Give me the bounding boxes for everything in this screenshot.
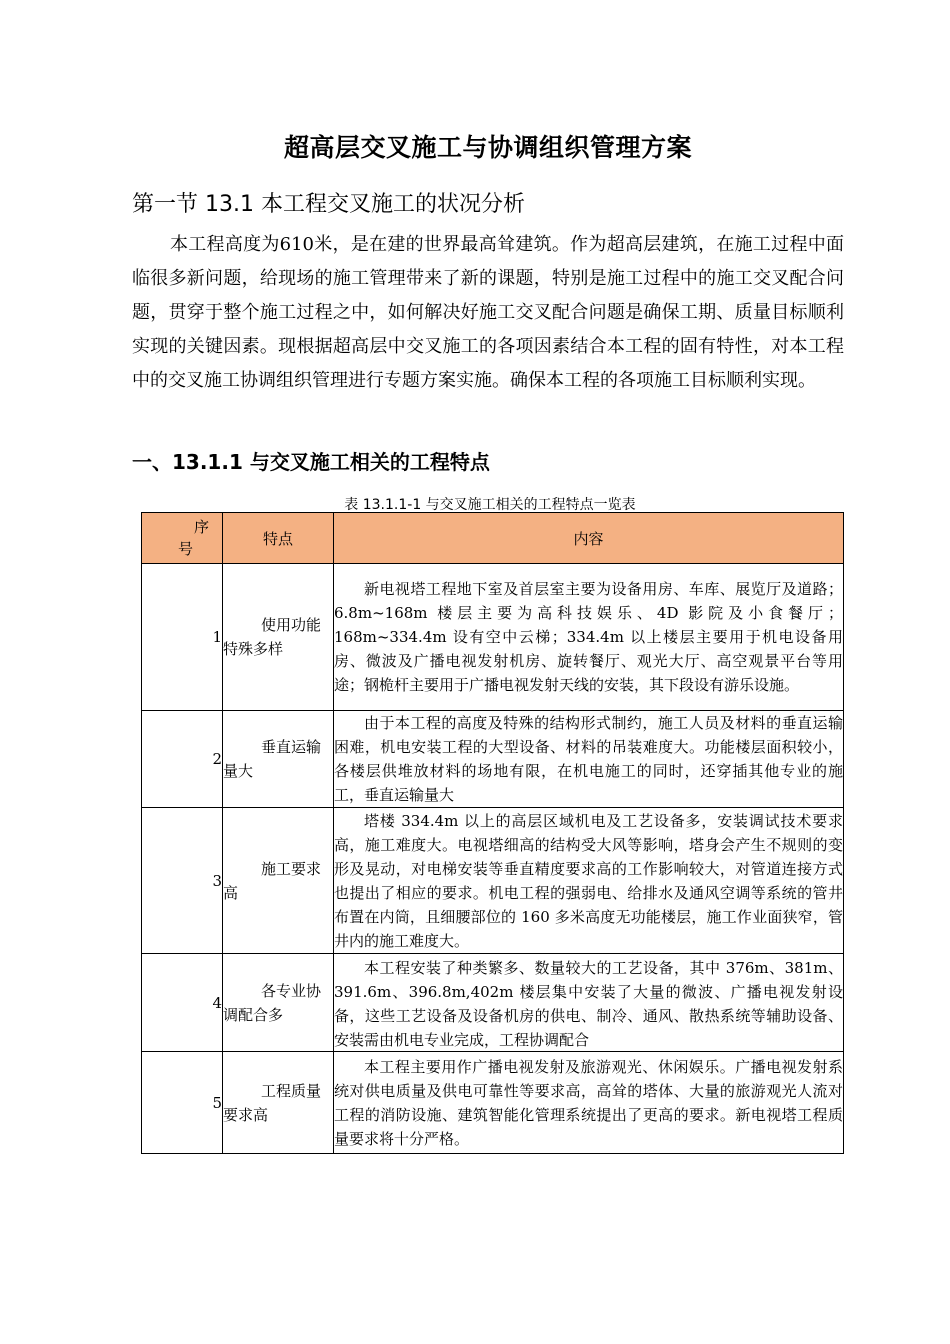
row-feature: 使用功能特殊多样 xyxy=(223,564,334,711)
header-no xyxy=(142,513,223,564)
table-header-row xyxy=(142,513,844,564)
header-no-line1: 序 xyxy=(194,518,210,536)
row-feature: 垂直运输量大 xyxy=(223,711,334,808)
body-paragraph: 本工程高度为610米，是在建的世界最高耸建筑。作为超高层建筑，在施工过程中面临很多新问题，给现场的施工管理带来了新的课题，特别是施工过程中的施工交叉配合问题，贯穿于整个施工过程之中，如何解决好施工交叉配合问题是确保工期、质量目标顺利实现的关键因素。现根据超高层中交叉施工的各项因素结合本工程的固有特性，对本工程中的交叉施工协调组织管理进行专题方案实施。确保本工程的各项施工目标顺利实现。 xyxy=(132,234,844,391)
row-number: 4 xyxy=(142,954,223,1052)
row-feature: 施工要求高 xyxy=(223,808,334,954)
row-content: 新电视塔工程地下室及首层室主要为设备用房、车库、展览厅及道路；6.8m~168m 楼层主要为高科技娱乐、4D 影院及小食餐厅；168m~334.4m 设有空中云梯；334.4m 以上楼层主要用于机电设备用房、微波及广播电视发射机房、旋转餐厅、观光大厅、高空观景平台等用途；钢桅杆主要用于广播电视发射天线的安装，其下段设有游乐设施。 xyxy=(334,564,844,711)
header-content: 内容 xyxy=(334,513,844,564)
subsection-heading: 一、13.1.1 与交叉施工相关的工程特点 xyxy=(132,450,490,474)
table-row xyxy=(142,808,844,954)
row-feature: 各专业协调配合多 xyxy=(223,954,334,1052)
row-number: 2 xyxy=(142,711,223,808)
header-feature: 特点 xyxy=(223,513,334,564)
row-number: 1 xyxy=(142,564,223,711)
table-row xyxy=(142,564,844,711)
row-content: 塔楼 334.4m 以上的高层区域机电及工艺设备多，安装调试技术要求高，施工难度大。电视塔细高的结构受大风等影响，塔身会产生不规则的变形及晃动，对电梯安装等垂直精度要求高的工作影响较大，对管道连接方式也提出了相应的要求。机电工程的强弱电、给排水及通风空调等系统的管井布置在内筒，且细腰部位的 160 多米高度无功能楼层，施工作业面狭窄，管井内的施工难度大。 xyxy=(334,808,844,954)
document-title: 超高层交叉施工与协调组织管理方案 xyxy=(283,133,692,162)
row-content: 本工程主要用作广播电视发射及旅游观光、休闲娱乐。广播电视发射系统对供电质量及供电可靠性等要求高，高耸的塔体、大量的旅游观光人流对工程的消防设施、建筑智能化管理系统提出了更高的要求。新电视塔工程质量要求将十分严格。 xyxy=(334,1052,844,1154)
row-number: 5 xyxy=(142,1052,223,1154)
row-number: 3 xyxy=(142,808,223,954)
row-content-text: 本工程安装了种类繁多、数量较大的工艺设备，其中 376m、381m、391.6m、396.8m,402m 楼层集中安装了大量的微波、广播电视发射设备，这些工艺设备及设备机房的供电、制冷、通风、散热系统等辅助设备、安装需由机电专业完成，工程协调配合 xyxy=(334,958,843,1049)
row-content: 由于本工程的高度及特殊的结构形式制约，施工人员及材料的垂直运输困难，机电安装工程的大型设备、材料的吊装难度大。功能楼层面积较小，各楼层供堆放材料的场地有限，在机电施工的同时，还穿插其他专业的施工，垂直运输量大 xyxy=(334,711,844,808)
table-row xyxy=(142,954,844,1052)
table-row xyxy=(142,1052,844,1154)
row-content xyxy=(334,954,844,1052)
table-row xyxy=(142,711,844,808)
row-feature: 工程质量要求高 xyxy=(223,1052,334,1154)
table-caption: 表 13.1.1-1 与交叉施工相关的工程特点一览表 xyxy=(344,497,636,513)
features-table xyxy=(141,512,844,1154)
header-no-line2: 号 xyxy=(178,540,194,558)
section-heading: 第一节 13.1 本工程交叉施工的状况分析 xyxy=(132,192,525,217)
